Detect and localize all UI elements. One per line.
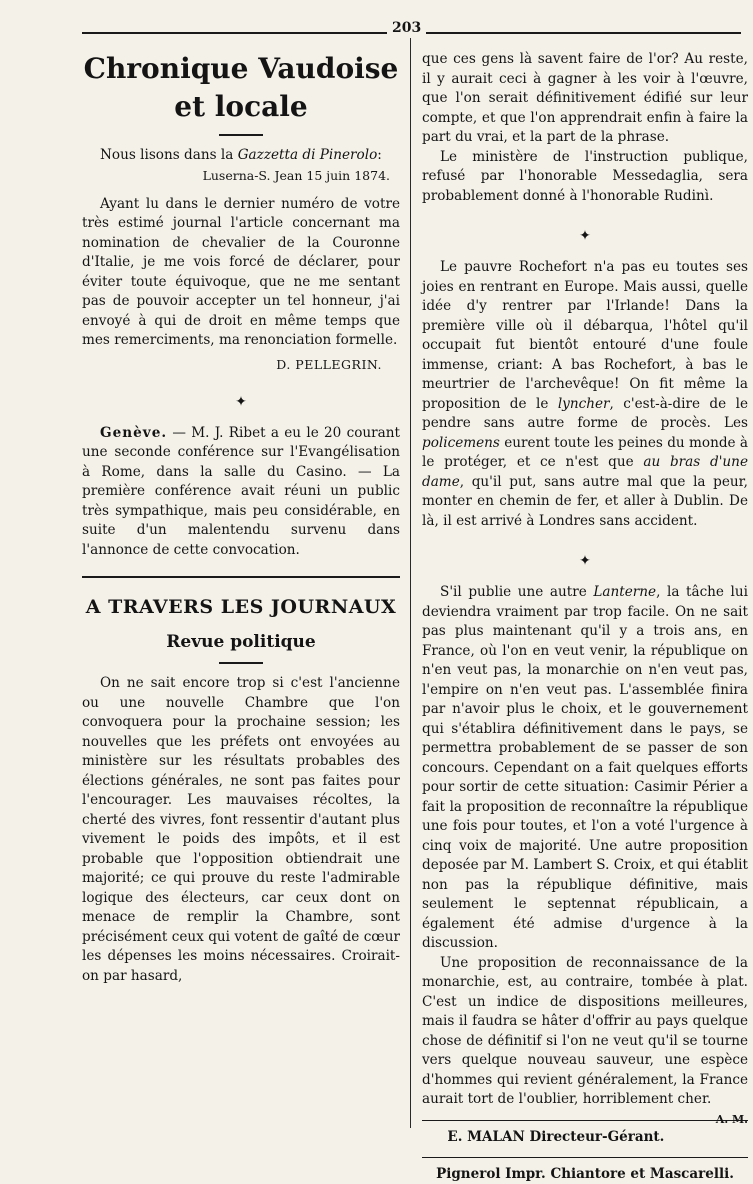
lanterne-text-b: , la tâche lui deviendra vraiment par trop facile. On ne sait pas plus maintenant qu'il y a trois ans, en France, où l'on en veut venir, la république on n'en veut pas, la monarchie on n'en veut pas, l'empire on n'en veut pas. L'assemblée finira par n'avoir plus le choix, et le gouvernement qui s'établira définitivement dans le pays, se permettra probablement de se passer de son concours. Cependant on a fait quelques efforts pour sortir de cette situation: Casimir Périer a fait la proposition de reconnaître la république une fois pour toutes, et l'on a voté l'urgence à cinq voix de majorité. Une autre proposition deposée par M. Lambert S. Croix, et qui établit non pas la république définitive, mais seulement le septennat républicain, a également été admise d'urgence à la discussion. bbox=[422, 584, 749, 951]
dateline: Luserna-S. Jean 15 juin 1874. bbox=[202, 167, 390, 183]
continued-paragraph: que ces gens là savent faire de l'or? Au reste, il y aurait ceci à gagner à les voir à l'œuvre, que l'on serait définitivement édifié sur leur compte, et que l'on apprendrait enfin à faire la part du vrai, et la part de la phrase. bbox=[422, 51, 748, 145]
chronique-title-line2: et locale bbox=[174, 90, 308, 123]
signature: D. PELLEGRIN. bbox=[276, 356, 382, 372]
subsection-dash bbox=[219, 662, 263, 664]
revue-text: On ne sait encore trop si c'est l'ancienne ou une nouvelle Chambre que l'on convoquera pour la prochaine session; les nouvelles que les préfets ont envoyées au ministère sur les résultats probables des élections générales, ne sont pas faites pour l'encourager. Les mauvaises récoltes, la cherté des vivres, font ressentir d'autant plus vivement le poids des impôts, et il est probable que l'opposition obtiendrait une majorité; ce qui prouve du reste l'admirable logique des électeurs, car ceux dont on menace de remplir la Chambre, sont précisément ceux qui votent de gaîté de cœur les dépenses les moins nécessaires. Croirait-on par hasard, bbox=[82, 675, 400, 984]
printer-line: Pignerol Impr. Chiantore et Mascarelli. bbox=[436, 1165, 734, 1182]
rochefort-text-c: eurent toute les peines du monde à le protéger, et ce n'est que bbox=[422, 434, 749, 470]
section-title: A TRAVERS LES JOURNAUX bbox=[85, 596, 397, 618]
separator-star-icon: ✦ bbox=[235, 393, 247, 410]
rochefort-policemens: policemens bbox=[422, 434, 500, 451]
section-rule bbox=[82, 576, 400, 578]
intro-line bbox=[82, 146, 400, 166]
rochefort-text-d: , qu'il put, sans autre mal que la peur, monter en chemin de fer, et aller à Dublin. De là, il est arrivé à Londres sans accident. bbox=[422, 473, 748, 529]
left-column bbox=[82, 50, 400, 986]
author-initials: A. M. bbox=[715, 1112, 748, 1126]
separator-star-icon: ✦ bbox=[579, 228, 591, 244]
chronique-title-line1: Chronique Vaudoise bbox=[83, 52, 399, 85]
lanterne-word: Lanterne bbox=[593, 584, 657, 600]
ministere-paragraph: Le ministère de l'instruction publique, refusé par l'honorable Messedaglia, sera probablement donné à l'honorable Rudinì. bbox=[422, 148, 748, 204]
lanterne-paragraph bbox=[422, 583, 748, 954]
monarchie-paragraph bbox=[422, 954, 748, 1126]
page-header bbox=[82, 18, 741, 44]
monarchie-text: Une proposition de reconnaissance de la monarchie, est, au contraire, tombée à plat. C'est un indice de dispositions meilleures, mais il faudra se hâter d'offrir au pays quelque chose de définitif si l'on ne veut qu'il se tourne vers quelque nouveau sauveur, une espèce d'hommes qui revient généralement, la France aurait tort de l'oublier, horriblement cher. bbox=[422, 954, 748, 1107]
lanterne-text-a: S'il publie une autre bbox=[440, 584, 587, 600]
rochefort-text-a: Le pauvre Rochefort n'a pas eu toutes ses joies en rentrant en Europe. Mais aussi, quelle idée d'y rentrer par l'Irlande! Dans la première ville où il débarqua, l'hôtel qu'il occupait fut bientôt entouré d'une foule immense, criant: A bas Rochefort, à bas le meurtrier de l'archevêque! On fit même la proposition de le bbox=[422, 259, 748, 412]
geneve-city: Genève. bbox=[100, 424, 168, 441]
chronique-title bbox=[82, 50, 400, 126]
geneve-text: — M. J. Ribet a eu le 20 courant une seconde conférence sur l'Evangélisation à Rome, dans la salle du Casino. — La première conférence avait réuni un public très sympathique, mais peu considérable, en suite d'un malentendu survenu dans l'annonce de cette convocation. bbox=[82, 424, 400, 558]
right-column bbox=[422, 50, 748, 1184]
rochefort-paragraph bbox=[422, 258, 748, 531]
editor-line: E. MALAN Directeur-Gérant. bbox=[447, 1128, 665, 1145]
column-divider bbox=[410, 38, 411, 1128]
rochefort-text-b: , c'est-à-dire de le pendre sans autre forme de procès. Les bbox=[422, 395, 749, 431]
page-number: 203 bbox=[387, 20, 426, 36]
footer-rule-2 bbox=[422, 1157, 748, 1158]
rochefort-lyncher: lyncher bbox=[557, 395, 610, 412]
title-dash bbox=[219, 134, 263, 136]
letter-text: Ayant lu dans le dernier numéro de votre très estimé journal l'article concernant ma nomination de chevalier de la Couronne d'Italie, je me vois forcé de déclarer, pour éviter toute équivoque, que ne me sentant pas de pouvoir accepter un tel honneur, j'ai envoyé à qui de droit en même temps que mes remerciments, ma renonciation formelle. bbox=[82, 195, 400, 348]
intro-post: : bbox=[377, 147, 382, 163]
intro-source: Gazzetta di Pinerolo bbox=[237, 147, 378, 163]
rochefort-bras: au bras d'une dame bbox=[422, 454, 748, 490]
separator-star-icon: ✦ bbox=[579, 553, 591, 569]
subsection-title: Revue politique bbox=[166, 632, 316, 652]
intro-pre: Nous lisons dans la bbox=[100, 147, 234, 163]
geneve-paragraph bbox=[82, 424, 400, 561]
